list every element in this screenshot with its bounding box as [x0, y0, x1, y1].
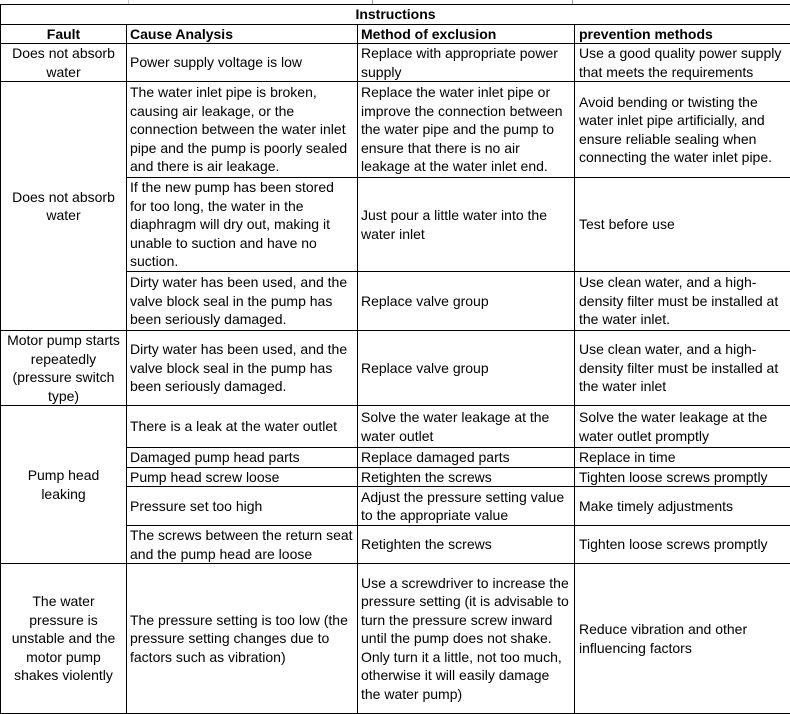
- method-cell: Adjust the pressure setting value to the appropriate value: [358, 487, 575, 526]
- crop-artifact-tick: [572, 0, 573, 4]
- table-row: [1, 82, 790, 178]
- table-title: Instructions: [1, 5, 790, 25]
- col-header-fault: Fault: [1, 24, 127, 44]
- cause-cell: Damaged pump head parts: [127, 448, 358, 468]
- method-cell: Replace valve group: [358, 272, 575, 331]
- fault-cell: Motor pump starts repeatedly (pressure switch type): [1, 331, 127, 406]
- cause-cell: Dirty water has been used, and the valve block seal in the pump has been seriously damaged.: [127, 272, 358, 331]
- method-cell: Solve the water leakage at the water outlet: [358, 406, 575, 448]
- prevention-cell: Solve the water leakage at the water outlet promptly: [575, 406, 790, 448]
- prevention-cell: Replace in time: [575, 448, 790, 468]
- table-row: [1, 44, 790, 82]
- method-cell: Replace damaged parts: [358, 448, 575, 468]
- method-cell: Retighten the screws: [358, 526, 575, 564]
- prevention-cell: Avoid bending or twisting the water inlet pipe artificially, and ensure reliable sealing when connecting the water inlet pipe.: [575, 82, 790, 178]
- table-row: [1, 406, 790, 448]
- cause-cell: The screws between the return seat and the pump head are loose: [127, 526, 358, 564]
- method-cell: Just pour a little water into the water inlet: [358, 178, 575, 272]
- cause-cell: Pump head screw loose: [127, 467, 358, 487]
- prevention-cell: Reduce vibration and other influencing factors: [575, 564, 790, 714]
- method-cell: Retighten the screws: [358, 467, 575, 487]
- col-header-prevention-methods: prevention methods: [575, 24, 790, 44]
- prevention-cell: Test before use: [575, 178, 790, 272]
- instructions-table: [0, 4, 790, 714]
- crop-artifact-tick: [372, 0, 373, 4]
- prevention-cell: Tighten loose screws promptly: [575, 467, 790, 487]
- fault-cell: Does not absorb water: [1, 44, 127, 82]
- table-row: [1, 331, 790, 406]
- fault-cell: The water pressure is unstable and the motor pump shakes violently: [1, 564, 127, 714]
- col-header-cause-analysis: Cause Analysis: [127, 24, 358, 44]
- cause-cell: Dirty water has been used, and the valve block seal in the pump has been seriously damaged.: [127, 331, 358, 406]
- prevention-cell: Use a good quality power supply that meets the requirements: [575, 44, 790, 82]
- prevention-cell: Use clean water, and a high-density filter must be installed at the water inlet: [575, 331, 790, 406]
- cause-cell: Pressure set too high: [127, 487, 358, 526]
- fault-cell: Does not absorb water: [1, 82, 127, 331]
- crop-artifact-tick: [128, 0, 129, 4]
- fault-cell: Pump head leaking: [1, 406, 127, 564]
- cause-cell: There is a leak at the water outlet: [127, 406, 358, 448]
- cause-cell: Power supply voltage is low: [127, 44, 358, 82]
- prevention-cell: Use clean water, and a high-density filter must be installed at the water inlet.: [575, 272, 790, 331]
- table-row: [1, 564, 790, 714]
- method-cell: Use a screwdriver to increase the pressure setting (it is advisable to turn the pressure screw inward until the pump does not shake. Only turn it a little, not too much, otherwise it will easily damage the water pump): [358, 564, 575, 714]
- cause-cell: If the new pump has been stored for too long, the water in the diaphragm will dry out, making it unable to suction and have no suction.: [127, 178, 358, 272]
- method-cell: Replace valve group: [358, 331, 575, 406]
- prevention-cell: Tighten loose screws promptly: [575, 526, 790, 564]
- prevention-cell: Make timely adjustments: [575, 487, 790, 526]
- col-header-method-of-exclusion: Method of exclusion: [358, 24, 575, 44]
- method-cell: Replace the water inlet pipe or improve the connection between the water pipe and the pump to ensure that there is no air leakage at the water inlet end.: [358, 82, 575, 178]
- cause-cell: The water inlet pipe is broken, causing air leakage, or the connection between the water inlet pipe and the pump is poorly sealed and there is air leakage.: [127, 82, 358, 178]
- method-cell: Replace with appropriate power supply: [358, 44, 575, 82]
- cause-cell: The pressure setting is too low (the pressure setting changes due to factors such as vibration): [127, 564, 358, 714]
